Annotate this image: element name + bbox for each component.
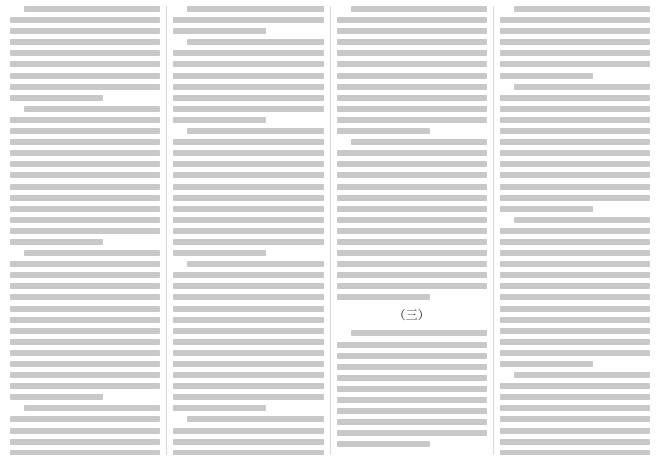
text-line-placeholder xyxy=(514,84,650,90)
text-line-placeholder xyxy=(337,397,487,403)
text-line-placeholder xyxy=(351,6,487,12)
text-line-placeholder xyxy=(10,184,160,190)
text-line-placeholder xyxy=(337,430,487,436)
text-column-3 xyxy=(331,6,494,455)
text-line-placeholder xyxy=(337,353,487,359)
text-line-placeholder xyxy=(337,106,487,112)
text-line-placeholder xyxy=(10,228,160,234)
text-line-placeholder xyxy=(173,405,266,411)
text-line-placeholder xyxy=(500,416,650,422)
text-line-placeholder xyxy=(337,375,487,381)
text-line-placeholder xyxy=(10,372,160,378)
text-line-placeholder xyxy=(500,50,650,56)
text-line-placeholder xyxy=(10,272,160,278)
text-line-placeholder xyxy=(500,350,650,356)
text-line-placeholder xyxy=(500,106,650,112)
text-line-placeholder xyxy=(173,184,323,190)
section-marker: （三） xyxy=(393,308,430,323)
text-line-placeholder xyxy=(187,261,323,267)
text-line-placeholder xyxy=(337,408,487,414)
text-line-placeholder xyxy=(500,95,650,101)
text-line-placeholder xyxy=(10,161,160,167)
text-line-placeholder xyxy=(10,428,160,434)
text-line-placeholder xyxy=(173,172,323,178)
text-line-placeholder xyxy=(173,73,323,79)
text-line-placeholder xyxy=(173,450,323,455)
text-line-placeholder xyxy=(10,95,103,101)
text-line-placeholder xyxy=(337,206,487,212)
text-line-placeholder xyxy=(500,261,650,267)
text-line-placeholder xyxy=(173,150,323,156)
text-line-placeholder xyxy=(500,61,650,67)
text-line-placeholder xyxy=(337,239,487,245)
text-line-placeholder xyxy=(173,283,323,289)
text-line-placeholder xyxy=(24,405,160,411)
text-line-placeholder xyxy=(173,317,323,323)
text-line-placeholder xyxy=(173,372,323,378)
text-line-placeholder xyxy=(10,317,160,323)
text-line-placeholder xyxy=(337,342,487,348)
text-line-placeholder xyxy=(337,386,487,392)
text-line-placeholder xyxy=(10,339,160,345)
text-line-placeholder xyxy=(351,330,487,336)
text-line-placeholder xyxy=(10,128,160,134)
text-line-placeholder xyxy=(173,394,323,400)
text-line-placeholder xyxy=(337,61,487,67)
text-line-placeholder xyxy=(500,317,650,323)
text-line-placeholder xyxy=(500,450,650,455)
text-line-placeholder xyxy=(500,172,650,178)
text-column-2 xyxy=(167,6,330,455)
text-line-placeholder xyxy=(10,439,160,445)
text-line-placeholder xyxy=(173,195,323,201)
text-line-placeholder xyxy=(173,350,323,356)
text-line-placeholder xyxy=(337,184,487,190)
text-line-placeholder xyxy=(10,416,160,422)
text-line-placeholder xyxy=(337,117,487,123)
text-line-placeholder xyxy=(500,206,593,212)
text-line-placeholder xyxy=(337,441,430,447)
text-line-placeholder xyxy=(10,283,160,289)
text-line-placeholder xyxy=(10,150,160,156)
text-line-placeholder xyxy=(337,161,487,167)
text-line-placeholder xyxy=(500,439,650,445)
text-line-placeholder xyxy=(500,405,650,411)
text-line-placeholder xyxy=(24,250,160,256)
text-line-placeholder xyxy=(10,139,160,145)
text-line-placeholder xyxy=(173,106,323,112)
text-line-placeholder xyxy=(173,61,323,67)
text-line-placeholder xyxy=(500,117,650,123)
text-line-placeholder xyxy=(500,39,650,45)
text-line-placeholder xyxy=(10,17,160,23)
text-line-placeholder xyxy=(24,6,160,12)
text-line-placeholder xyxy=(514,217,650,223)
text-line-placeholder xyxy=(500,28,650,34)
text-line-placeholder xyxy=(337,95,487,101)
text-line-placeholder xyxy=(173,117,266,123)
text-line-placeholder xyxy=(10,383,160,389)
text-line-placeholder xyxy=(500,361,593,367)
text-line-placeholder xyxy=(337,250,487,256)
text-line-placeholder xyxy=(10,361,160,367)
text-line-placeholder xyxy=(500,383,650,389)
text-line-placeholder xyxy=(173,272,323,278)
text-line-placeholder xyxy=(10,84,160,90)
text-line-placeholder xyxy=(337,39,487,45)
text-line-placeholder xyxy=(173,439,323,445)
text-line-placeholder xyxy=(500,195,650,201)
text-line-placeholder xyxy=(10,206,160,212)
text-line-placeholder xyxy=(173,294,323,300)
text-line-placeholder xyxy=(500,294,650,300)
text-line-placeholder xyxy=(173,17,323,23)
text-line-placeholder xyxy=(337,17,487,23)
text-line-placeholder xyxy=(173,217,323,223)
text-line-placeholder xyxy=(10,261,160,267)
text-line-placeholder xyxy=(500,17,650,23)
text-line-placeholder xyxy=(173,361,323,367)
text-line-placeholder xyxy=(10,117,160,123)
text-line-placeholder xyxy=(337,261,487,267)
text-line-placeholder xyxy=(337,272,487,278)
text-line-placeholder xyxy=(187,39,323,45)
text-line-placeholder xyxy=(173,28,266,34)
text-line-placeholder xyxy=(337,228,487,234)
text-line-placeholder xyxy=(337,217,487,223)
text-line-placeholder xyxy=(500,283,650,289)
text-line-placeholder xyxy=(500,150,650,156)
text-line-placeholder xyxy=(173,250,266,256)
text-line-placeholder xyxy=(500,250,650,256)
text-line-placeholder xyxy=(24,106,160,112)
text-line-placeholder xyxy=(514,6,650,12)
text-line-placeholder xyxy=(500,306,650,312)
text-line-placeholder xyxy=(10,172,160,178)
text-line-placeholder xyxy=(173,339,323,345)
text-line-placeholder xyxy=(10,294,160,300)
text-line-placeholder xyxy=(173,139,323,145)
text-line-placeholder xyxy=(187,128,323,134)
text-line-placeholder xyxy=(514,372,650,378)
text-line-placeholder xyxy=(10,195,160,201)
text-line-placeholder xyxy=(10,328,160,334)
text-line-placeholder xyxy=(173,161,323,167)
text-line-placeholder xyxy=(337,73,487,79)
text-line-placeholder xyxy=(173,228,323,234)
text-line-placeholder xyxy=(337,172,487,178)
text-line-placeholder xyxy=(500,328,650,334)
text-line-placeholder xyxy=(337,128,430,134)
text-line-placeholder xyxy=(173,383,323,389)
text-line-placeholder xyxy=(500,339,650,345)
text-line-placeholder xyxy=(173,206,323,212)
text-line-placeholder xyxy=(500,128,650,134)
text-line-placeholder xyxy=(500,394,650,400)
text-line-placeholder xyxy=(500,161,650,167)
text-line-placeholder xyxy=(187,416,323,422)
text-line-placeholder xyxy=(337,28,487,34)
text-line-placeholder xyxy=(10,73,160,79)
text-line-placeholder xyxy=(173,95,323,101)
text-line-placeholder xyxy=(351,139,487,145)
text-line-placeholder xyxy=(337,150,487,156)
text-line-placeholder xyxy=(10,394,103,400)
text-line-placeholder xyxy=(10,306,160,312)
text-line-placeholder xyxy=(173,428,323,434)
text-line-placeholder xyxy=(337,364,487,370)
text-line-placeholder xyxy=(10,50,160,56)
text-line-placeholder xyxy=(500,228,650,234)
text-line-placeholder xyxy=(337,419,487,425)
text-line-placeholder xyxy=(500,73,593,79)
text-line-placeholder xyxy=(337,50,487,56)
text-line-placeholder xyxy=(10,39,160,45)
text-line-placeholder xyxy=(500,139,650,145)
text-column-4 xyxy=(494,6,656,455)
text-line-placeholder xyxy=(10,350,160,356)
text-line-placeholder xyxy=(10,239,103,245)
text-line-placeholder xyxy=(10,450,160,455)
text-column-1 xyxy=(4,6,167,455)
text-line-placeholder xyxy=(10,28,160,34)
text-line-placeholder xyxy=(337,294,430,300)
text-line-placeholder xyxy=(173,239,323,245)
text-line-placeholder xyxy=(10,217,160,223)
text-line-placeholder xyxy=(173,328,323,334)
text-line-placeholder xyxy=(173,306,323,312)
text-line-placeholder xyxy=(500,239,650,245)
text-line-placeholder xyxy=(173,84,323,90)
text-line-placeholder xyxy=(500,184,650,190)
text-line-placeholder xyxy=(500,428,650,434)
text-line-placeholder xyxy=(173,50,323,56)
text-line-placeholder xyxy=(337,84,487,90)
text-line-placeholder xyxy=(10,61,160,67)
text-line-placeholder xyxy=(337,283,487,289)
text-line-placeholder xyxy=(187,6,323,12)
text-line-placeholder xyxy=(500,272,650,278)
text-line-placeholder xyxy=(337,195,487,201)
